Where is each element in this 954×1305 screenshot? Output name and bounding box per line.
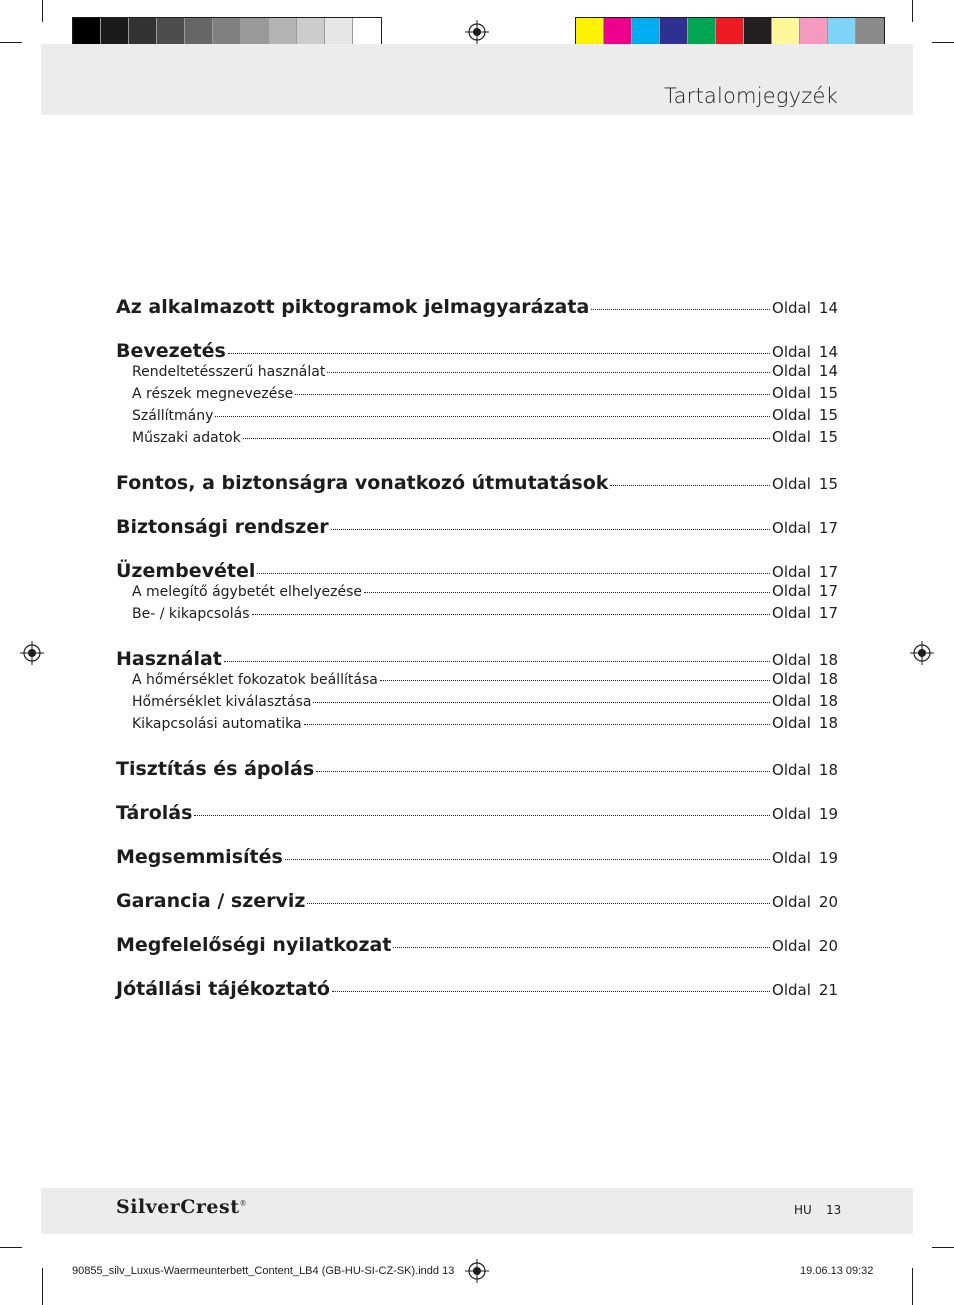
page-label: Oldal (772, 299, 811, 317)
toc-section[interactable] (116, 978, 838, 1000)
crop-mark (42, 0, 43, 22)
toc-subsection[interactable] (116, 406, 838, 424)
page-label: Oldal (772, 384, 811, 402)
toc-subsection[interactable] (116, 384, 838, 402)
toc-section[interactable] (116, 516, 838, 538)
toc-page (772, 582, 838, 600)
toc-section[interactable] (116, 802, 838, 824)
page-label: Oldal (772, 604, 811, 622)
page-label: Oldal (772, 343, 811, 361)
dot-leader (215, 415, 770, 417)
crop-mark (912, 0, 913, 22)
language-code: HU (794, 1203, 812, 1217)
dot-leader (285, 858, 770, 860)
toc-title: Bevezetés (116, 340, 226, 362)
toc-title: Be- / kikapcsolás (132, 606, 250, 622)
page-label: Oldal (772, 761, 811, 779)
toc-page (772, 651, 838, 669)
dot-leader (331, 528, 770, 530)
toc-page (772, 362, 838, 380)
page-ref: 20 (818, 937, 838, 955)
toc-title: Rendeltetésszerű használat (132, 364, 326, 380)
dot-leader (393, 946, 770, 948)
dot-leader (313, 701, 770, 703)
page-ref: 18 (818, 692, 838, 710)
page-number: 13 (826, 1203, 842, 1217)
dot-leader (257, 572, 770, 574)
page-ref: 15 (818, 475, 838, 493)
page-ref: 17 (818, 604, 838, 622)
toc-title: A hőmérséklet fokozatok beállítása (132, 672, 378, 688)
page-label: Oldal (772, 849, 811, 867)
page-label: Oldal (772, 475, 811, 493)
toc-page (772, 692, 838, 710)
page-ref: 18 (818, 670, 838, 688)
toc-subsection[interactable] (116, 692, 838, 710)
dot-leader (304, 723, 770, 725)
page-label: Oldal (772, 582, 811, 600)
toc-page (772, 299, 838, 317)
toc-page (772, 761, 838, 779)
toc-title: Biztonsági rendszer (116, 516, 329, 538)
page-ref: 17 (818, 563, 838, 581)
page-ref: 15 (818, 406, 838, 424)
page-ref: 21 (818, 981, 838, 999)
toc-page (772, 406, 838, 424)
page-label: Oldal (772, 981, 811, 999)
page-ref: 17 (818, 582, 838, 600)
page-label: Oldal (772, 362, 811, 380)
dot-leader (224, 660, 770, 662)
dot-leader (380, 679, 770, 681)
page-label: Oldal (772, 563, 811, 581)
toc-subsection[interactable] (116, 428, 838, 446)
crop-mark (932, 42, 954, 43)
crop-mark (0, 1247, 22, 1248)
page-label: Oldal (772, 406, 811, 424)
toc-title: Üzembevétel (116, 560, 256, 582)
page-label: Oldal (772, 651, 811, 669)
toc-section[interactable] (116, 648, 838, 670)
page-ref: 17 (818, 519, 838, 537)
page-label: Oldal (772, 692, 811, 710)
toc-subsection[interactable] (116, 604, 838, 622)
crop-mark (932, 1247, 954, 1248)
print-slug-date: 19.06.13 09:32 (800, 1265, 874, 1277)
page-ref: 18 (818, 761, 838, 779)
page-label: Oldal (772, 714, 811, 732)
page-ref: 15 (818, 428, 838, 446)
toc-section[interactable] (116, 340, 838, 362)
registration-mark-icon (20, 641, 44, 665)
page-ref: 20 (818, 893, 838, 911)
toc-page (772, 805, 838, 823)
dot-leader (228, 352, 770, 354)
page-ref: 19 (818, 849, 838, 867)
page-label: Oldal (772, 670, 811, 688)
dot-leader (591, 308, 770, 310)
toc-title: Hőmérséklet kiválasztása (132, 694, 312, 710)
toc-section[interactable] (116, 934, 838, 956)
registration-mark-icon (910, 641, 934, 665)
toc-subsection[interactable] (116, 362, 838, 380)
toc-page (772, 563, 838, 581)
dot-leader (243, 437, 770, 439)
registration-mark-icon (465, 20, 489, 44)
page-label: Oldal (772, 805, 811, 823)
page-title: Tartalomjegyzék (664, 84, 838, 108)
toc-title: Az alkalmazott piktogramok jelmagyarázata (116, 296, 590, 318)
toc-title: Műszaki adatok (132, 430, 241, 446)
page-label: Oldal (772, 428, 811, 446)
toc-section[interactable] (116, 560, 838, 582)
toc-section[interactable] (116, 472, 838, 494)
dot-leader (295, 393, 770, 395)
crop-mark (42, 1268, 43, 1305)
toc-title: Kikapcsolási automatika (132, 716, 302, 732)
dot-leader (610, 484, 770, 486)
toc-title: Tisztítás és ápolás (116, 758, 315, 780)
toc-page (772, 893, 838, 911)
toc-subsection[interactable] (116, 670, 838, 688)
page-label: Oldal (772, 893, 811, 911)
toc-title: Garancia / szerviz (116, 890, 306, 912)
dot-leader (327, 371, 770, 373)
crop-mark (912, 1268, 913, 1305)
toc-page (772, 604, 838, 622)
page-ref: 15 (818, 384, 838, 402)
toc-page (772, 475, 838, 493)
toc-page (772, 849, 838, 867)
toc-page (772, 670, 838, 688)
toc-title: Megsemmisítés (116, 846, 283, 868)
toc-title: Szállítmány (132, 408, 214, 424)
toc-title: Megfelelőségi nyilatkozat (116, 934, 392, 956)
toc-page (772, 428, 838, 446)
toc-title: A részek megnevezése (132, 386, 294, 402)
toc-section[interactable] (116, 296, 838, 318)
crop-mark (0, 42, 22, 43)
dot-leader (194, 814, 770, 816)
page-ref: 14 (818, 362, 838, 380)
toc-title: Fontos, a biztonságra vonatkozó útmutatások (116, 472, 609, 494)
toc-page (772, 937, 838, 955)
toc-page (772, 384, 838, 402)
toc-subsection[interactable] (116, 714, 838, 732)
page-ref: 19 (818, 805, 838, 823)
toc-page (772, 343, 838, 361)
registration-mark-icon (465, 1259, 489, 1283)
toc-page (772, 519, 838, 537)
toc-page (772, 714, 838, 732)
page-ref: 18 (818, 651, 838, 669)
page-ref: 18 (818, 714, 838, 732)
toc-subsection[interactable] (116, 582, 838, 600)
dot-leader (316, 770, 770, 772)
toc-section[interactable] (116, 890, 838, 912)
page-label: Oldal (772, 519, 811, 537)
toc-title: Jótállási tájékoztató (116, 978, 330, 1000)
dot-leader (332, 990, 770, 992)
toc-section[interactable] (116, 758, 838, 780)
toc-title: Tárolás (116, 802, 193, 824)
toc-page (772, 981, 838, 999)
dot-leader (364, 591, 770, 593)
page-ref: 14 (818, 343, 838, 361)
print-slug-file: 90855_silv_Luxus-Waermeunterbett_Content_LB4 (GB-HU-SI-CZ-SK).indd 13 (72, 1265, 455, 1277)
toc-title: Használat (116, 648, 222, 670)
page-ref: 14 (818, 299, 838, 317)
brand-logo: SilverCrest® (116, 1196, 247, 1218)
toc-title: A melegítő ágybetét elhelyezése (132, 584, 363, 600)
page-label: Oldal (772, 937, 811, 955)
dot-leader (252, 613, 771, 615)
toc-section[interactable] (116, 846, 838, 868)
dot-leader (307, 902, 770, 904)
